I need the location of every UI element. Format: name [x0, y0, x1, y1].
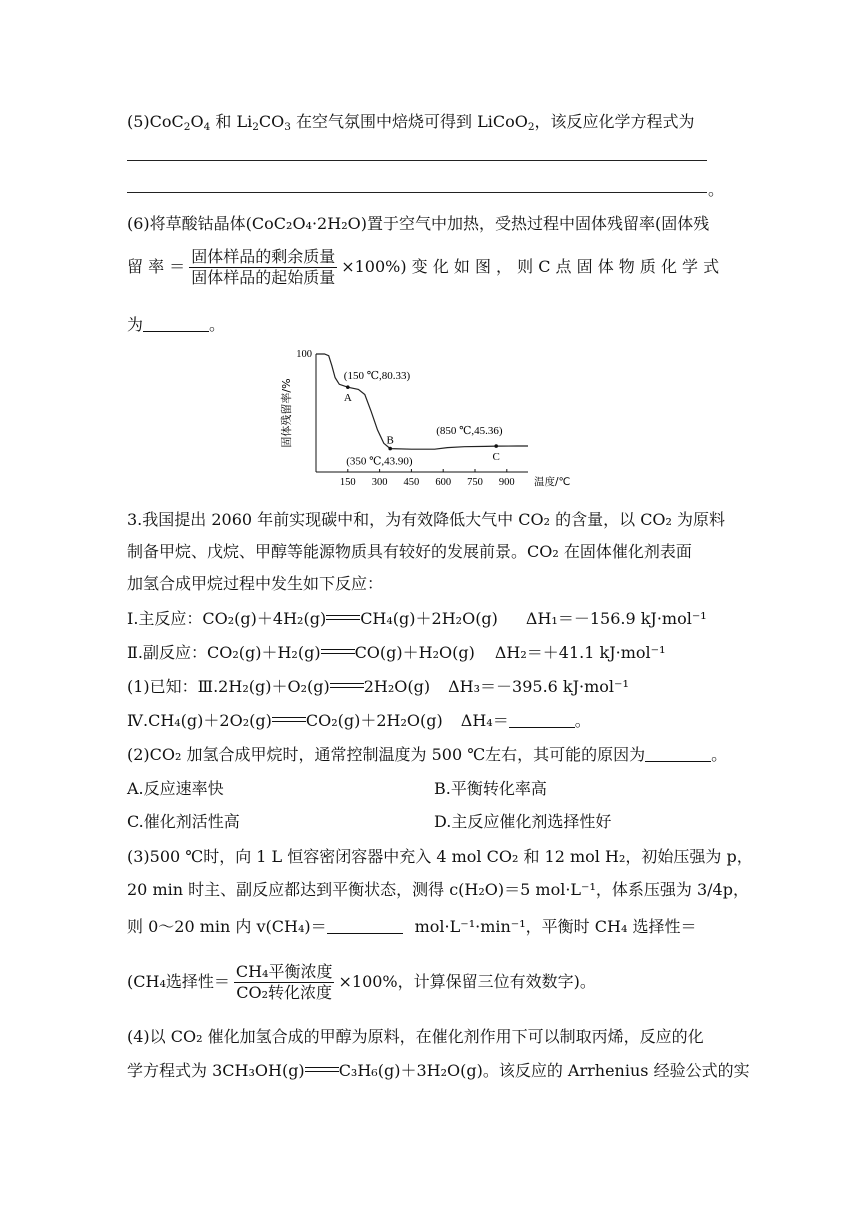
residue-chart: [280, 344, 590, 490]
q3-part2: (2)CO₂ 加氢合成甲烷时，通常控制温度为 500 ℃左右，其可能的原因为 。: [127, 745, 728, 764]
x-tick-label: 150: [339, 477, 356, 488]
option-b: B.平衡转化率高: [434, 779, 547, 798]
q3-part4-line1: (4)以 CO₂ 催化加氢合成的甲醇为原料，在催化剂作用下可以制取丙烯，反应的化: [127, 1027, 704, 1046]
q6-line2: 留 率 ＝ $\frac{\text{固体样品的剩余质量}}{\text{固体样品的起始质量}}$ ×100%) 变 化 如 图 ， 则 C 点 固 体 物 质 化 学 式: [127, 247, 720, 287]
x-tick-label: 600: [435, 477, 452, 488]
option-c: C.催化剂活性高: [127, 812, 240, 831]
reaction-3: (1)已知：Ⅲ.2H₂(g)＋O₂(g) 2H₂O(g) ΔH₃＝－395.6 kJ·mol⁻¹: [127, 677, 629, 696]
equilibrium-arrow: [305, 1066, 339, 1074]
point-a: [346, 385, 350, 389]
option-d: D.主反应催化剂选择性好: [434, 812, 612, 831]
q6-line3: 为 。: [127, 315, 226, 334]
q3-para1: 3.我国提出 2060 年前实现碳中和，为有效降低大气中 CO₂ 的含量，以 CO₂ 为原料: [127, 510, 726, 529]
q3-part3-line1: (3)500 ℃时，向 1 L 恒容密闭容器中充入 4 mol CO₂ 和 12 mol H₂，初始压强为 p，: [127, 847, 753, 866]
answer-blank-dh4: [509, 713, 575, 728]
point-label-c: C: [492, 451, 500, 464]
q6-line1: (6)将草酸钴晶体(CoC₂O₄·2H₂O)置于空气中加热，受热过程中固体残留率(固体残: [127, 214, 710, 233]
point-label-b: B: [386, 434, 394, 447]
x-tick-label: 300: [371, 477, 388, 488]
reaction-4: Ⅳ.CH₄(g)＋2O₂(g) CO₂(g)＋2H₂O(g) ΔH₄＝ 。: [127, 711, 591, 730]
point-label-a: A: [343, 392, 352, 405]
x-tick-label: 450: [403, 477, 420, 488]
x-axis-label: 温度/℃: [534, 476, 571, 488]
point-annotation-c: (850 ℃,45.36): [436, 425, 503, 438]
equals-sign: [330, 682, 364, 690]
answer-line-1: [127, 160, 707, 161]
reaction-1: Ⅰ.主反应：CO₂(g)＋4H₂(g) CH₄(g)＋2H₂O(g) ΔH₁＝－156.9 kJ·mol⁻¹: [127, 609, 707, 628]
point-annotation-a: (150 ℃,80.33): [343, 370, 411, 383]
reaction-2: Ⅱ.副反应：CO₂(g)＋H₂(g) CO(g)＋H₂O(g) ΔH₂＝＋41.1 kJ·mol⁻¹: [127, 643, 666, 662]
q3-para3: 加氢合成甲烷过程中发生如下反应：: [127, 574, 384, 593]
equals-sign: [272, 716, 306, 724]
q3-part3-line3: 则 0～20 min 内 v(CH₄)＝ mol·L⁻¹·min⁻¹，平衡时 CH₄ 选择性＝: [127, 917, 697, 936]
y-tick-label: 100: [296, 349, 312, 360]
q3-para2: 制备甲烷、戊烷、甲醇等能源物质具有较好的发展前景。CO₂ 在固体催化剂表面: [127, 542, 692, 561]
q3-part3-line2: 20 min 时主、副反应都达到平衡状态，测得 c(H₂O)＝5 mol·L⁻¹，体系压强为 3/4p，: [127, 880, 749, 899]
y-axis-label: 固体残留率/%: [280, 378, 293, 448]
answer-line-2: [127, 192, 707, 193]
option-a: A.反应速率快: [127, 779, 224, 798]
q3-part3-line4: (CH₄选择性＝ $\frac{\text{CH₄平衡浓度}}{\text{CO₂转化浓度}}$ ×100%，计算保留三位有效数字)。: [127, 962, 596, 1002]
answer-blank-c: [143, 317, 209, 332]
q5-line1: $(5)CoC_2O_4$ 和 $Li_2CO_3$ 在空气氛围中焙烧可得到 LiCoO$_2$，该反应化学方程式为: [127, 112, 695, 133]
answer-blank-rate: [327, 919, 403, 934]
equilibrium-arrow: [326, 614, 360, 622]
x-tick-label: 900: [498, 477, 515, 488]
answer-blank-reason: [645, 747, 711, 762]
point-annotation-b: (350 ℃,43.90): [346, 455, 413, 468]
point-b: [388, 447, 392, 451]
x-tick-label: 750: [467, 477, 483, 488]
q5-end-mark: 。: [708, 180, 725, 199]
selectivity-fraction: $\frac{\text{CH₄平衡浓度}}{\text{CO₂转化浓度}}$: [235, 962, 333, 1002]
point-c: [494, 444, 498, 448]
equilibrium-arrow: [321, 648, 355, 656]
q3-part4-line2: 学方程式为 3CH₃OH(g) C₃H₆(g)＋3H₂O(g)。该反应的 Arrhenius 经验公式的实: [127, 1061, 750, 1080]
residue-fraction: $\frac{\text{固体样品的剩余质量}}{\text{固体样品的起始质量}}$: [191, 247, 336, 287]
